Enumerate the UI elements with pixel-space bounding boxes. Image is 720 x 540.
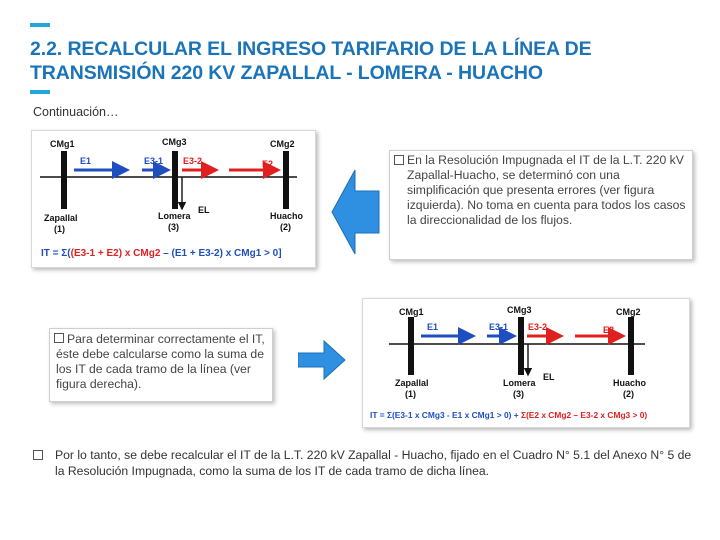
fl-node-huacho-num: (2) [280,222,291,232]
fr-node-lomera: Lomera [503,378,536,388]
checkbox-bullet-icon [33,450,43,460]
fl-formula [41,248,282,259]
figure-left-diagram [32,131,315,267]
figure-left [31,130,316,268]
fr-node-huacho: Huacho [613,378,647,388]
resolution-note-text: En la Resolución Impugnada el IT de la L.T. 220 kV Zapallal-Huacho, se determinó con una simplificación que presenta errores (ver figura izquierda). No toma en cuenta para todos los casos la direccionalidad de los flujos. [407,153,686,227]
fr-bus-huacho [628,317,634,375]
conclusion-text: Por lo tanto, se debe recalcular el IT de la L.T. 220 kV Zapallal - Huacho, fijado en el Cuadro N° 5.1 del Anexo N° 5 de la Resolución Impugnada, como la suma de los IT de cada tramo de dicha línea. [55,448,692,478]
fr-formula-1: IT = Σ(E3-1 x CMg3 - E1 x CMg1 > 0) + [370,410,521,420]
fr-flow-label-e2: E2 [603,325,615,335]
fl-bus-label-2: CMg2 [270,139,295,149]
fr-node-huacho-num: (2) [623,389,634,399]
fr-bus-label-3: CMg3 [507,305,532,315]
fr-bus-label-1: CMg1 [399,307,424,317]
fl-node-zapallal: Zapallal [44,213,78,223]
fr-bus-label-2: CMg2 [616,307,641,317]
fr-flow-label-e31: E3-1 [489,322,509,332]
fl-node-zapallal-num: (1) [54,224,65,234]
resolution-note-box [389,150,693,260]
title-accent-bottom [30,90,50,94]
checkbox-bullet-icon [394,155,404,165]
method-note-text: Para determinar correctamente el IT, éste debe calcularse como la suma de los IT de cada tramo de la línea (ver figura derecha). [56,332,265,391]
fl-flow-label-e31: E3-1 [144,156,164,166]
fl-bus-label-3: CMg3 [162,137,187,147]
fl-formula-2: (E3-1 + E2) x CMg2 [70,248,161,259]
method-note-box [49,328,273,402]
fl-node-lomera-num: (3) [168,222,179,232]
fr-loss-label: EL [543,372,555,382]
fl-bus-label-1: CMg1 [50,139,75,149]
fr-formula-2: Σ(E2 x CMg2 – E3-2 x CMg3 > 0) [520,410,648,420]
fl-formula-4: (E1 + E3-2) x CMg1 [171,248,262,259]
fr-node-zapallal: Zapallal [395,378,429,388]
fl-bus-lomera [172,151,178,209]
fl-flow-label-e1: E1 [80,156,92,166]
fl-loss-label: EL [198,205,210,215]
fr-node-lomera-num: (3) [513,389,524,399]
fl-bus-huacho [283,151,289,209]
title-accent-top [30,23,50,27]
fr-bus-lomera [518,317,524,375]
big-right-arrow-icon [298,340,346,380]
fl-formula-5: > 0] [261,248,282,259]
fr-node-zapallal-num: (1) [405,389,416,399]
fr-flow-label-e32: E3-2 [528,322,548,332]
big-left-arrow-icon [331,169,381,255]
fl-flow-label-e2: E2 [262,159,274,169]
fr-flow-label-e1: E1 [427,322,439,332]
page-title: 2.2. RECALCULAR EL INGRESO TARIFARIO DE LA LÍNEA DE TRANSMISIÓN 220 KV ZAPALLAL - LOMERA - HUACHO [30,38,592,84]
figure-right [362,298,690,428]
fl-node-huacho: Huacho [270,211,304,221]
fl-formula-3: – [160,248,172,259]
figure-right-diagram [363,299,689,427]
fl-formula-1: IT = Σ( [41,248,71,259]
fl-flow-label-e32: E3-2 [183,156,203,166]
fr-formula [370,410,647,420]
fl-bus-zapallal [61,151,67,209]
fr-bus-zapallal [408,317,414,375]
fl-node-lomera: Lomera [158,211,191,221]
subtitle: Continuación… [33,105,119,119]
